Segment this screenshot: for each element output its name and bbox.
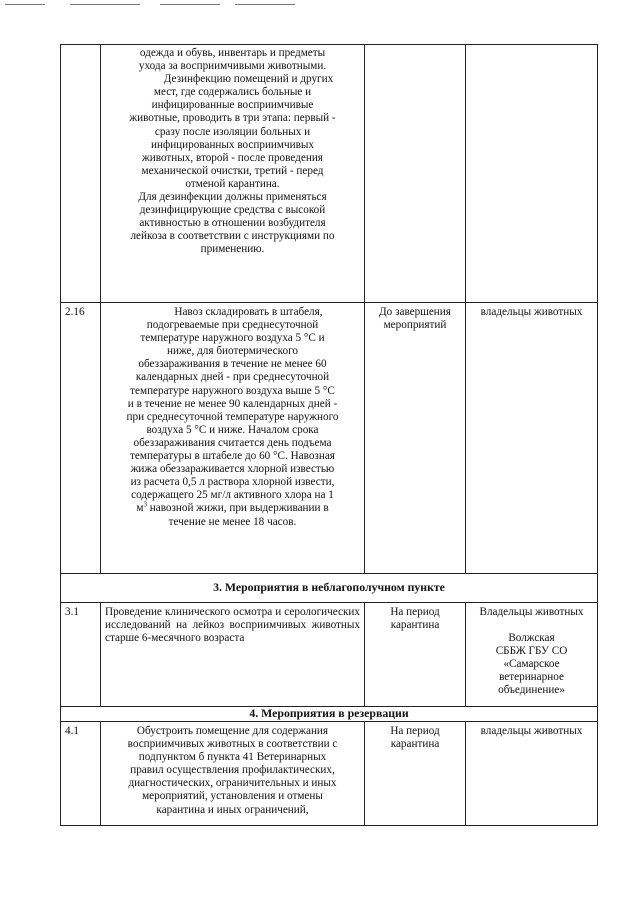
table-row [61, 722, 598, 826]
cell-number: 4.1 [61, 722, 101, 826]
text-line: Навоз складировать в штабеля, [174, 306, 323, 318]
text-line: Обустроить помещение для содержания [136, 725, 329, 737]
text-line: диагностических, ограничительных и иных [128, 777, 337, 790]
text-line: температуре наружного воздуха выше 5 °С [130, 384, 335, 397]
spacer [470, 619, 593, 632]
cell-measure [101, 45, 365, 303]
text-line: обеззараживания в течение не менее 60 [138, 358, 327, 371]
text-line: сразу после изоляции больных и [154, 125, 311, 138]
text-line: лейкоза в соответствии с инструкциями по [130, 230, 335, 243]
scan-artifact [70, 4, 140, 5]
text-line: карантина и иных ограничений, [156, 803, 309, 816]
term-line: карантина [390, 619, 440, 632]
table-row [61, 303, 598, 574]
cell-responsible: владельцы животных [466, 303, 598, 574]
text-line: ниже, для биотермического [166, 345, 298, 358]
term-line: На период [390, 725, 440, 737]
cell-number [61, 45, 101, 303]
text-line: жижа обеззараживается хлорной известью [130, 463, 335, 476]
cell-responsible [466, 45, 598, 303]
section-title: 3. Мероприятия в неблагополучном пункте [61, 574, 598, 603]
text-line: инфицированные восприимчивые [151, 99, 314, 112]
cell-measure [101, 722, 365, 826]
text-line: воздуха 5 °С и ниже. Началом срока [146, 423, 319, 436]
unit-exponent: 3 [143, 500, 147, 509]
cell-number: 2.16 [61, 303, 101, 574]
cell-number: 3.1 [61, 603, 101, 707]
resp-line: объединение» [498, 684, 565, 697]
section-title: 4. Мероприятия в резервации [61, 707, 598, 722]
text-line: дезинфицирующие средства с высокой [139, 204, 326, 217]
text-line: одежда и обувь, инвентарь и предметы [139, 47, 326, 59]
text-line: течение не менее 18 часов. [168, 515, 297, 528]
cell-measure: Проведение клинического осмотра и серологических исследований на лейкоз восприимчивых животных старше 6-месячного возраста [101, 603, 365, 707]
text-line: отменой карантина. [185, 177, 280, 190]
term-line: На период [390, 606, 440, 618]
cell-term [365, 45, 466, 303]
text-line: животные, проводить в три этапа: первый - [129, 112, 336, 125]
text-line: и в течение не менее 90 календарных дней - [127, 397, 338, 410]
table-row [61, 603, 598, 707]
resp-line: «Самарское [503, 658, 560, 671]
text-line: календарных дней - при среднесуточной [135, 371, 330, 384]
cell-responsible: владельцы животных [466, 722, 598, 826]
text-line: мероприятий, установления и отмены [142, 790, 323, 803]
text-line: содержащего 25 мг/л активного хлора на 1 [131, 489, 334, 502]
text-line: температуры в штабеле до 60 °С. Навозная [130, 450, 335, 463]
measures-table [60, 44, 598, 826]
text-line: активностью в отношении возбудителя [139, 217, 326, 230]
text-line: ухода за восприимчивыми животными. [138, 60, 327, 73]
text-line: механической очистки, третий - перед [141, 164, 324, 177]
resp-line: Волжская [508, 632, 555, 645]
scan-artifact [160, 4, 220, 5]
text-line: восприимчивых животных в соответствии с [127, 738, 338, 751]
text-line: инфицированных восприимчивых [150, 138, 315, 151]
term-line: карантина [390, 738, 440, 751]
cell-measure [101, 303, 365, 574]
text-line: животных, второй - после проведения [142, 151, 323, 164]
scan-artifact [5, 4, 45, 5]
section-header-row [61, 574, 598, 603]
text-line: из расчета 0,5 л раствора хлорной извести, [130, 476, 335, 489]
cell-term [365, 722, 466, 826]
cell-responsible [466, 603, 598, 707]
text-line: правил осуществления профилактических, [130, 764, 335, 777]
text-line: Для дезинфекции должны применяться [138, 191, 327, 204]
text-line: подогреваемые при среднесуточной [146, 319, 319, 332]
text-fragment: навозной жижи, при выдерживании в [146, 502, 329, 515]
resp-line: ветеринарное [499, 671, 564, 684]
term-line: мероприятий [383, 319, 447, 332]
text-line: подпунктом б пункта 41 Ветеринарных [138, 751, 327, 764]
table-row [61, 45, 598, 303]
cell-term [365, 603, 466, 707]
section-header-row [61, 707, 598, 722]
resp-line: СББЖ ГБУ СО [495, 645, 568, 658]
unit-m: м [136, 502, 144, 515]
text-line: Дезинфекцию помещений и других [163, 73, 334, 86]
text-line: температуре наружного воздуха 5 °С и [140, 332, 325, 345]
term-line: До завершения [379, 306, 451, 318]
text-line [105, 502, 360, 515]
text-line: мест, где содержались больные и [153, 86, 312, 99]
resp-line: Владельцы животных [479, 606, 584, 618]
text-line: при среднесуточной температуре наружного [126, 410, 339, 423]
cell-term [365, 303, 466, 574]
scan-artifact [235, 4, 295, 5]
text-line: применению. [200, 243, 265, 256]
text-line: обеззараживания считается день подъема [133, 436, 332, 449]
